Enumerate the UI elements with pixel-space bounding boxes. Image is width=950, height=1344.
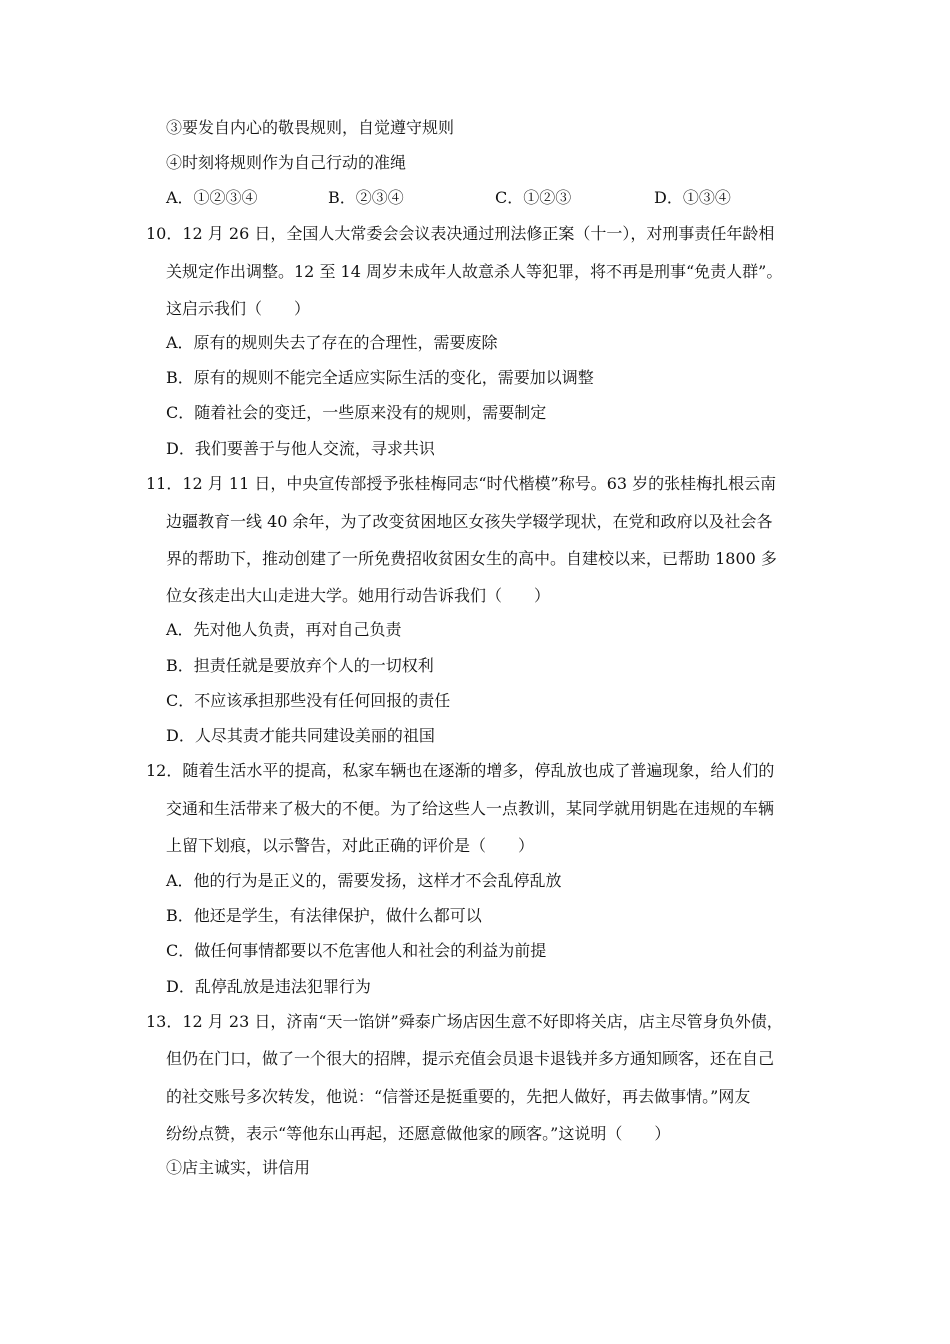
q13-item-1: ①店主诚实，讲信用 [166, 1158, 311, 1177]
q9-option-c: C．①②③ [495, 188, 572, 207]
q12-option-a: A．他的行为是正义的，需要发扬，这样才不会乱停乱放 [166, 871, 562, 890]
q11-option-d: D．人尽其责才能共同建设美丽的祖国 [166, 726, 435, 745]
q13-stem-line-4: 纷纷点赞，表示“等他东山再起，还愿意做他家的顾客。”这说明（ ） [166, 1124, 671, 1143]
q12-stem-line-3: 上留下划痕，以示警告，对此正确的评价是（ ） [166, 836, 535, 855]
q9-item-3: ③要发自内心的敬畏规则，自觉遵守规则 [166, 118, 455, 137]
q10-option-b: B．原有的规则不能完全适应实际生活的变化，需要加以调整 [166, 368, 594, 387]
q11-stem-line-4: 位女孩走出大山走进大学。她用行动告诉我们（ ） [166, 586, 551, 605]
q12-option-c: C．做任何事情都要以不危害他人和社会的利益为前提 [166, 941, 547, 960]
q9-option-a: A．①②③④ [166, 188, 258, 207]
q11-option-a: A．先对他人负责，再对自己负责 [166, 620, 402, 639]
q13-stem-line-1: 13．12 月 23 日，济南“天一馅饼”舜泰广场店因生意不好即将关店，店主尽管身负外债， [146, 1012, 783, 1031]
q10-stem-line-2: 关规定作出调整。12 至 14 周岁未成年人故意杀人等犯罪，将不再是刑事“免责人群”。 [166, 262, 783, 281]
q10-option-d: D．我们要善于与他人交流，寻求共识 [166, 439, 435, 458]
q11-stem-line-1: 11．12 月 11 日，中央宣传部授予张桂梅同志“时代楷模”称号。63 岁的张桂梅扎根云南 [146, 474, 777, 493]
q12-option-d: D．乱停乱放是违法犯罪行为 [166, 977, 371, 996]
q10-option-a: A．原有的规则失去了存在的合理性，需要废除 [166, 333, 498, 352]
q11-stem-line-3: 界的帮助下，推动创建了一所免费招收贫困女生的高中。自建校以来，已帮助 1800 多 [166, 549, 777, 568]
q10-option-c: C．随着社会的变迁，一些原来没有的规则，需要制定 [166, 403, 547, 422]
q12-stem-line-2: 交通和生活带来了极大的不便。为了给这些人一点教训，某同学就用钥匙在违规的车辆 [166, 799, 775, 818]
q12-stem-line-1: 12．随着生活水平的提高，私家车辆也在逐渐的增多，停乱放也成了普遍现象，给人们的 [146, 761, 775, 780]
q9-item-4: ④时刻将规则作为自己行动的准绳 [166, 153, 407, 172]
q13-stem-line-2: 但仍在门口，做了一个很大的招牌，提示充值会员退卡退钱并多方通知顾客，还在自己 [166, 1049, 775, 1068]
q9-option-b: B．②③④ [328, 188, 404, 207]
q11-option-c: C．不应该承担那些没有任何回报的责任 [166, 691, 451, 710]
q11-option-b: B．担责任就是要放弃个人的一切权利 [166, 656, 434, 675]
q10-stem-line-1: 10．12 月 26 日，全国人大常委会会议表决通过刑法修正案（十一），对刑事责任年龄相 [146, 224, 775, 243]
q12-option-b: B．他还是学生，有法律保护，做什么都可以 [166, 906, 482, 925]
q9-option-d: D．①③④ [654, 188, 731, 207]
q11-stem-line-2: 边疆教育一线 40 余年，为了改变贫困地区女孩失学辍学现状，在党和政府以及社会各 [166, 512, 773, 531]
q13-stem-line-3: 的社交账号多次转发，他说：“信誉还是挺重要的，先把人做好，再去做事情。”网友 [166, 1087, 751, 1106]
q10-stem-line-3: 这启示我们（ ） [166, 299, 311, 318]
